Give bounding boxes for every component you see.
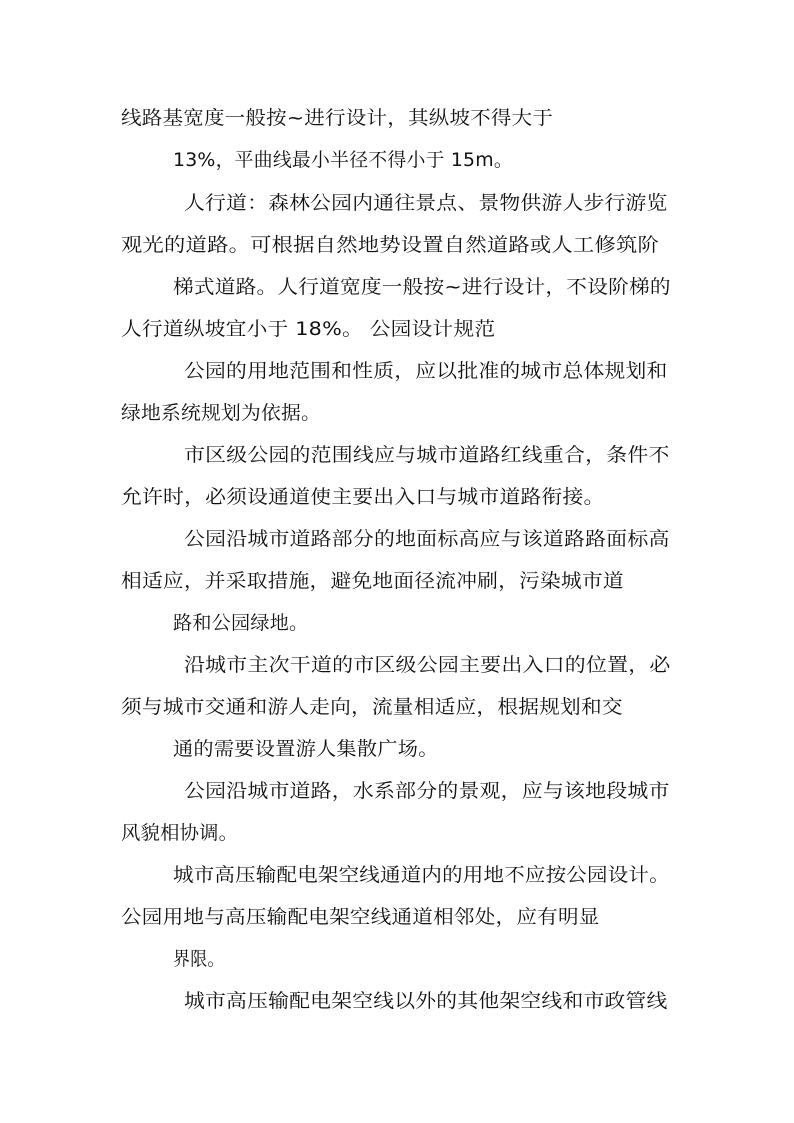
text-line-2: 13%，平曲线最小半径不得小于 15m。 <box>173 149 513 171</box>
text-line-9: 市区级公园的范围线应与城市道路红线重合，条件不 <box>184 444 670 466</box>
text-line-1: 线路基宽度一般按~进行设计，其纵坡不得大于 <box>121 107 554 129</box>
text-line-14: 沿城市主次干道的市区级公园主要出入口的位置，必 <box>184 654 671 676</box>
text-line-13: 路和公园绿地。 <box>173 612 309 634</box>
text-line-20: 公园用地与高压输配电架空线通道相邻处，应有明显 <box>121 906 600 928</box>
text-line-19: 城市高压输配电架空线通道内的用地不应按公园设计。 <box>173 864 670 886</box>
text-line-6: 人行道纵坡宜小于 18%。 公园设计规范 <box>121 318 496 340</box>
text-line-22: 城市高压输配电架空线以外的其他架空线和市政管线 <box>184 990 668 1012</box>
text-line-5: 梯式道路。人行道宽度一般按~进行设计，不设阶梯的 <box>173 276 671 298</box>
text-line-7: 公园的用地范围和性质，应以批准的城市总体规划和 <box>184 360 668 382</box>
text-line-8: 绿地系统规划为依据。 <box>121 402 322 424</box>
text-line-10: 允许时，必须设通道使主要出入口与城市道路衔接。 <box>121 486 605 508</box>
text-line-12: 相适应，并采取措施，避免地面径流冲刷，污染城市道 <box>121 570 624 592</box>
text-line-17: 公园沿城市道路，水系部分的景观，应与该地段城市 <box>184 780 670 802</box>
text-line-21: 界限。 <box>173 948 225 970</box>
text-line-16: 通的需要设置游人集散广场。 <box>173 738 439 760</box>
text-line-4: 观光的道路。可根据自然地势设置自然道路或人工修筑阶 <box>121 234 660 256</box>
text-line-15: 须与城市交通和游人走向，流量相适应，根据规划和交 <box>121 696 623 718</box>
text-line-11: 公园沿城市道路部分的地面标高应与该道路路面标高 <box>184 528 670 550</box>
text-line-18: 风貌相协调。 <box>121 822 239 844</box>
text-line-3: 人行道：森林公园内通往景点、景物供游人步行游览 <box>184 192 668 214</box>
